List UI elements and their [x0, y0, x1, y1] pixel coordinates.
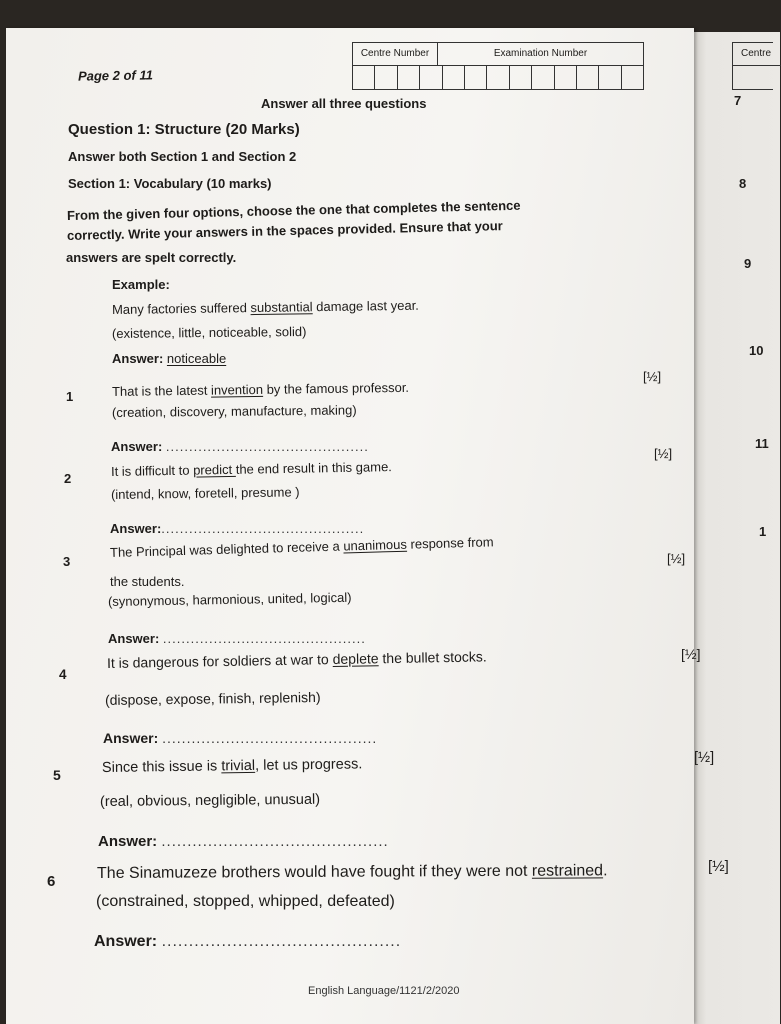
question-options: (intend, know, foretell, presume )	[110, 484, 300, 502]
question-sentence-continued: the students.	[110, 574, 185, 589]
section-title: Section 1: Vocabulary (10 marks)	[68, 176, 272, 191]
question-number: 4	[59, 667, 67, 682]
example-keyword: substantial	[250, 299, 313, 316]
question-number: 5	[53, 767, 61, 783]
question-mark: [½]	[681, 646, 701, 662]
question-keyword: predict	[192, 461, 236, 478]
question-options: (creation, discovery, manufacture, making)	[111, 402, 357, 420]
question-options: (synonymous, harmonious, united, logical)	[107, 589, 352, 609]
next-page-number: 7	[734, 93, 742, 108]
question-number: 6	[47, 873, 56, 890]
next-page-number: 10	[749, 343, 764, 358]
question-options: (real, obvious, negligible, unusual)	[99, 791, 321, 810]
question-keyword: invention	[210, 381, 264, 398]
next-page-number: 9	[744, 256, 752, 271]
example-answer: Answer: noticeable	[112, 351, 227, 366]
question-sentence: The Sinamuzeze brothers would have fought if they were not restrained.	[96, 862, 608, 882]
question-mark: [½]	[654, 446, 673, 461]
question-number: 1	[66, 389, 74, 404]
question-mark: [½]	[667, 551, 686, 566]
answer-line[interactable]: Answer:............................................	[110, 521, 365, 536]
general-instruction: Answer all three questions	[261, 96, 427, 111]
question-keyword: unanimous	[343, 536, 408, 554]
candidate-number-box	[352, 42, 644, 90]
answer-line[interactable]: Answer: ............................................	[94, 933, 402, 950]
instruction-line: From the given four options, choose the one that completes the sentence	[66, 197, 521, 223]
instruction-line: correctly. Write your answers in the spaces provided. Ensure that your	[66, 218, 503, 243]
next-page-box-label: Centre	[733, 43, 781, 66]
next-page-edge	[690, 32, 780, 1024]
question-options: (constrained, stopped, whipped, defeated)	[96, 893, 395, 910]
question-sentence: That is the latest invention by the famous professor.	[111, 379, 410, 399]
question-mark: [½]	[643, 369, 662, 384]
example-sentence: Many factories suffered substantial damage last year.	[111, 297, 419, 317]
answer-line[interactable]: Answer: ............................................	[103, 730, 378, 746]
next-page-number: 8	[739, 176, 747, 191]
answer-line[interactable]: Answer: ............................................	[108, 631, 366, 646]
question-sentence: It is difficult to predict the end result in this game.	[110, 459, 392, 479]
question-number: 3	[63, 554, 71, 569]
question-sentence: The Principal was delighted to receive a unanimous response from	[109, 534, 494, 560]
example-label: Example:	[112, 277, 170, 292]
page-footer: English Language/1121/2/2020	[308, 985, 460, 997]
section-instruction: Answer both Section 1 and Section 2	[68, 149, 297, 164]
next-page-number: 1	[759, 524, 767, 539]
question-mark: [½]	[694, 750, 715, 766]
instruction-line: answers are spelt correctly.	[66, 250, 237, 265]
question-number: 2	[64, 471, 72, 486]
answer-line[interactable]: Answer: ............................................	[98, 833, 389, 850]
next-page-candidate-box	[732, 42, 773, 90]
question-mark: [½]	[708, 858, 729, 875]
answer-line[interactable]: Answer: ............................................	[111, 439, 369, 454]
examination-number-label: Examination Number	[438, 43, 643, 66]
question-options: (dispose, expose, finish, replenish)	[104, 688, 321, 708]
question-sentence: Since this issue is trivial, let us progress.	[101, 756, 363, 776]
question-keyword: trivial	[221, 757, 256, 775]
question-keyword: restrained	[531, 862, 604, 880]
question-sentence: It is dangerous for soldiers at war to deplete the bullet stocks.	[106, 648, 487, 671]
next-page-number: 11	[755, 436, 769, 451]
question-keyword: deplete	[332, 650, 379, 668]
question-title: Question 1: Structure (20 Marks)	[68, 121, 300, 138]
page-number: Page 2 of 11	[77, 67, 154, 84]
number-cells	[353, 66, 643, 89]
example-answer-value: noticeable	[166, 351, 227, 366]
centre-number-label: Centre Number	[353, 43, 438, 66]
example-options: (existence, little, noticeable, solid)	[111, 323, 307, 341]
